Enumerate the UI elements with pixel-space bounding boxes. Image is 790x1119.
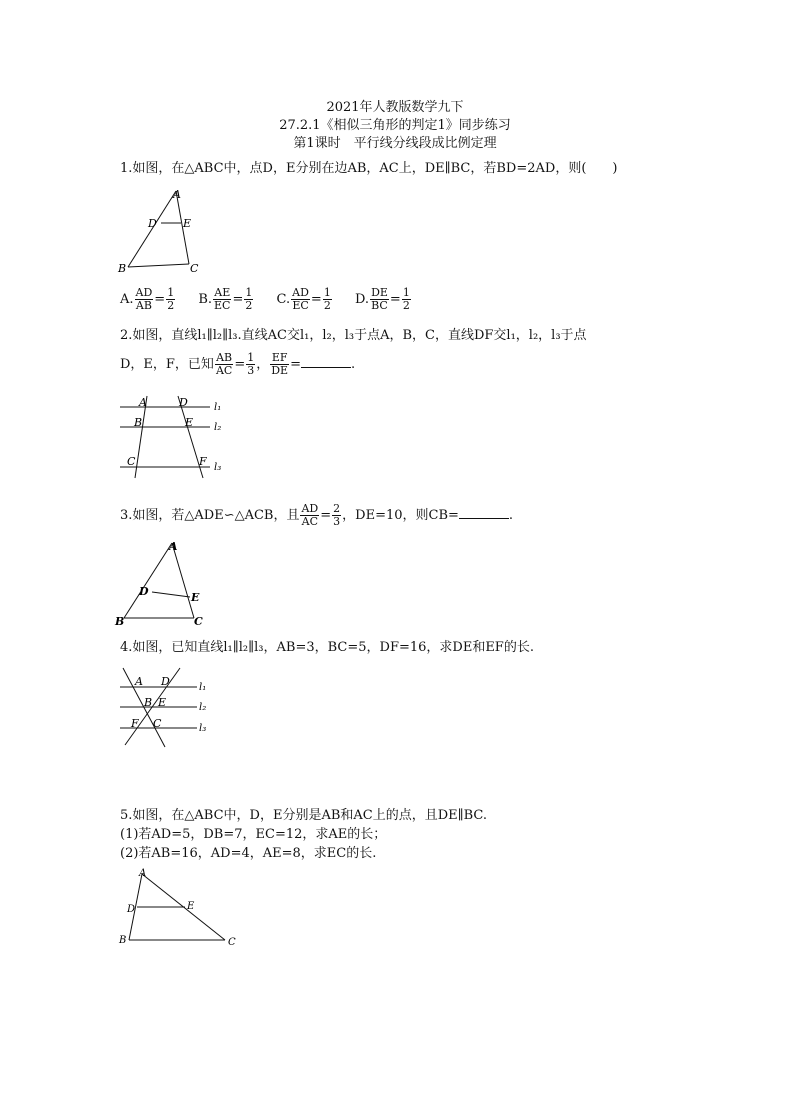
q1-option-b-valden: 2 <box>245 299 253 312</box>
doc-title-line3: 第1课时 平行线分线段成比例定理 <box>293 136 497 151</box>
q2-ask-den: DE <box>271 364 289 377</box>
q2-end: . <box>351 357 356 372</box>
q1-text: 1.如图，在△ABC中，点D，E分别在边AB，AC上，DE∥BC，若BD=2AD，则( ) <box>120 161 618 176</box>
q1-option-d[interactable]: D. $\frac{DE}{BC}$ = $\frac{1}{2}$ <box>354 286 410 312</box>
q3-post: ，DE=10，则CB= <box>342 508 459 523</box>
q1-label-e: E <box>183 217 192 230</box>
q3-figure <box>112 537 212 632</box>
q1-option-b-num: AE <box>214 286 231 299</box>
q3-num: AD <box>301 502 319 515</box>
q2-label-l3: l₃ <box>214 462 222 473</box>
q2-line2-pre: D，E，F，已知 <box>120 357 214 372</box>
q3-label-a: A <box>169 540 178 553</box>
q2-label-f: F <box>199 455 207 468</box>
q5-sub2: (2)若AB=16，AD=4，AE=8，求EC的长. <box>120 846 377 861</box>
q4-label-l3: l₃ <box>199 723 207 734</box>
q4-label-l2: l₂ <box>199 702 207 713</box>
q2-label-a: A <box>139 396 147 409</box>
q1-option-a-num: AD <box>135 286 153 299</box>
q2-given-den: AC <box>215 364 233 377</box>
q1-options <box>120 287 430 313</box>
q1-option-a-valden: 2 <box>167 299 175 312</box>
q5-label-e: E <box>187 901 195 912</box>
q3-den: AC <box>301 515 319 528</box>
q1-option-a-val: 1 <box>167 286 175 299</box>
q2-label-d: D <box>179 396 188 409</box>
q1-option-b-val: 1 <box>245 286 253 299</box>
q2-given-val: 1 <box>247 351 255 364</box>
q2-given-valden: 3 <box>247 364 255 377</box>
q1-figure <box>115 185 205 280</box>
q3-label-d: D <box>139 585 149 598</box>
q2-given-num: AB <box>216 351 233 364</box>
q5-sub1: (1)若AD=5，DB=7，EC=12，求AE的长； <box>120 827 387 842</box>
q1-option-a-den: AB <box>135 299 152 312</box>
q2-label-c: C <box>127 455 136 468</box>
q4-figure <box>115 665 220 750</box>
q2-line2: D，E，F，已知 $\frac{AB}{AC}$ = $\frac{1}{3}$ ， $\frac{EF}{DE}$ = . <box>120 351 356 377</box>
q1-label-a: A <box>173 188 181 201</box>
q2-ask-num: EF <box>271 351 288 364</box>
q1-label-c: C <box>190 262 199 275</box>
q4-label-c: C <box>153 717 162 730</box>
q3-label-c: C <box>194 615 203 628</box>
q4-label-f: F <box>131 717 139 730</box>
q3-val: 2 <box>333 502 341 515</box>
q1-option-d-valden: 2 <box>402 299 410 312</box>
q5-label-a: A <box>139 868 147 879</box>
q5-figure <box>115 866 245 951</box>
q3-pre: 3.如图，若△ADE∽△ACB，且 <box>120 508 300 523</box>
q4-label-a: A <box>135 675 143 688</box>
q3-label-b: B <box>115 615 125 628</box>
q1-option-d-label: D. <box>354 292 370 307</box>
q4-label-l1: l₁ <box>199 682 207 693</box>
q5-text: 5.如图，在△ABC中，D，E分别是AB和AC上的点，且DE∥BC. <box>120 808 488 823</box>
q2-line2-post: = <box>290 357 301 372</box>
q3-text: 3.如图，若△ADE∽△ACB，且 $\frac{AD}{AC}$ = $\frac{2}{3}$ ，DE=10，则CB= . <box>120 502 514 528</box>
q1-option-d-val: 1 <box>402 286 410 299</box>
q2-sep: ， <box>256 357 270 372</box>
q2-figure <box>115 393 235 483</box>
q1-option-c[interactable]: C. $\frac{AD}{EC}$ = $\frac{1}{2}$ <box>276 286 331 312</box>
q2-label-b: B <box>134 416 143 429</box>
q2-label-l2: l₂ <box>214 422 222 433</box>
q1-option-a-label: A. <box>120 292 134 307</box>
q3-label-e: E <box>191 591 200 604</box>
q1-label-b: B <box>118 262 127 275</box>
q1-option-d-den: BC <box>371 299 388 312</box>
doc-title-line1: 2021年人教版数学九下 <box>326 100 464 115</box>
q5-label-c: C <box>228 937 236 948</box>
q1-option-b-den: EC <box>214 299 231 312</box>
q1-option-c-den: EC <box>292 299 309 312</box>
q1-option-c-val: 1 <box>323 286 331 299</box>
q1-option-c-num: AD <box>292 286 309 299</box>
q1-option-c-label: C. <box>276 292 291 307</box>
q1-label-d: D <box>148 217 157 230</box>
q2-label-l1: l₁ <box>214 402 222 413</box>
q4-label-b: B <box>144 696 153 709</box>
q5-label-b: B <box>119 935 127 946</box>
q1-option-d-num: DE <box>371 286 388 299</box>
q1-option-c-valden: 2 <box>323 299 331 312</box>
q1-option-b-label: B. <box>198 292 213 307</box>
q1-option-b[interactable]: B. $\frac{AE}{EC}$ = $\frac{1}{2}$ <box>198 286 253 312</box>
q2-label-e: E <box>185 416 194 429</box>
q1-option-a[interactable]: A. $\frac{AD}{AB}$ = $\frac{1}{2}$ <box>120 286 175 312</box>
q2-answer-blank[interactable] <box>301 355 351 368</box>
q2-line1: 2.如图，直线l₁∥l₂∥l₃.直线AC交l₁，l₂，l₃于点A，B，C，直线DF交l₁，l₂，l₃于点 <box>120 328 587 343</box>
q4-label-d: D <box>161 675 170 688</box>
q5-label-d: D <box>127 904 136 915</box>
q3-answer-blank[interactable] <box>459 506 509 519</box>
q4-text: 4.如图，已知直线l₁∥l₂∥l₃，AB=3，BC=5，DF=16，求DE和EF的长. <box>120 640 534 655</box>
q3-valden: 3 <box>333 515 341 528</box>
q4-label-e: E <box>158 696 167 709</box>
doc-title-line2: 27.2.1《相似三角形的判定1》同步练习 <box>279 118 511 133</box>
q3-end: . <box>508 508 514 523</box>
